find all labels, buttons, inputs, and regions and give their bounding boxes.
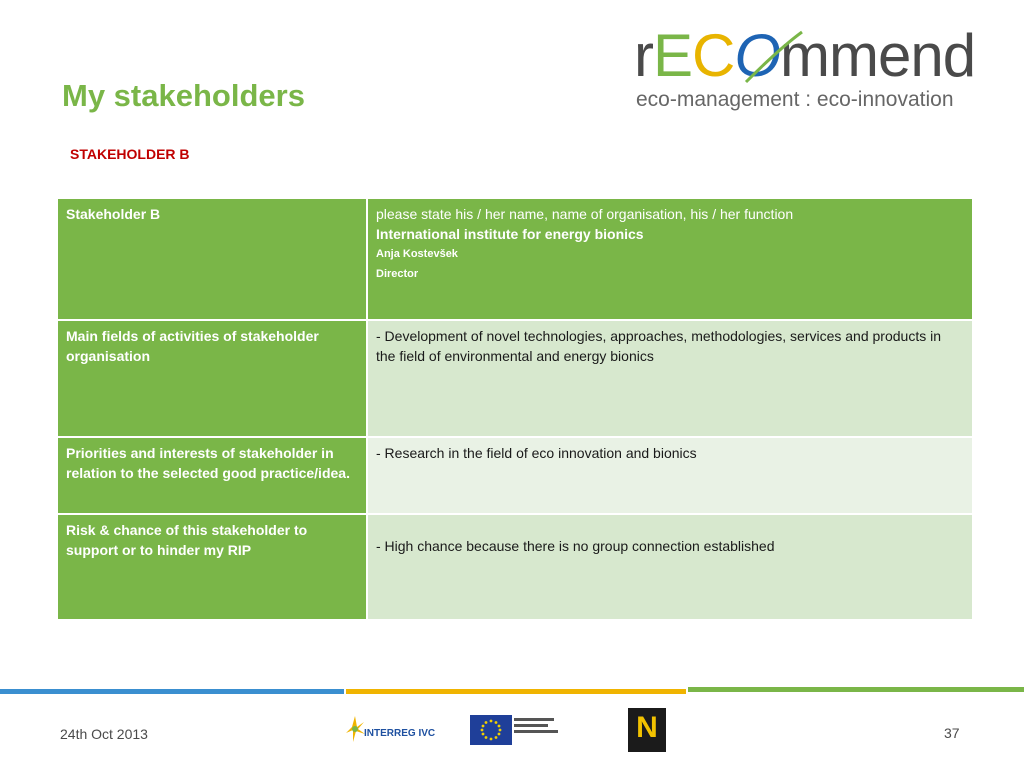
logo-tagline: eco-management : eco-innovation	[636, 88, 954, 111]
row-value-risk	[367, 514, 973, 620]
row-label-stakeholder: Stakeholder B	[57, 198, 367, 320]
logo-letter-o: O	[734, 22, 781, 89]
logo-letter-c: C	[692, 22, 735, 89]
table-row-stakeholder	[57, 198, 973, 320]
stakeholder-organisation: International institute for energy bionics	[376, 226, 644, 242]
row-value-priorities: - Research in the field of eco innovation and bionics	[367, 437, 973, 514]
stakeholder-function: Director	[376, 268, 419, 280]
row-label-priorities: Priorities and interests of stakeholder in relation to the selected good practice/idea.	[57, 437, 367, 514]
eu-stars-icon	[470, 715, 512, 745]
row-label-risk: Risk & chance of this stakeholder to support or to hinder my RIP	[57, 514, 367, 620]
interreg-label: INTERREG IVC	[364, 728, 436, 739]
slide-date: 24th Oct 2013	[60, 726, 148, 742]
logo-swoosh-icon	[740, 28, 806, 86]
stakeholder-details-cell	[367, 198, 973, 320]
footer-rule-blue	[0, 689, 344, 694]
interreg-star-icon	[344, 714, 366, 744]
row-label-activities: Main fields of activities of stakeholder organisation	[57, 320, 367, 437]
footer-rule-green	[688, 687, 1024, 692]
page-number: 37	[944, 725, 960, 741]
risk-text: - High chance because there is no group connection established	[376, 538, 775, 554]
eu-fund-text-graphic	[514, 718, 560, 738]
footer-rule-orange	[346, 689, 686, 694]
lower-austria-logo: N	[628, 708, 666, 752]
stakeholder-name: Anja Kostevšek	[376, 248, 458, 260]
stakeholder-table	[56, 197, 974, 621]
slide-title: My stakeholders	[62, 78, 305, 113]
interreg-logo	[344, 714, 434, 744]
slide-subtitle: STAKEHOLDER B	[70, 146, 190, 162]
row-value-activities: - Development of novel technologies, approaches, methodologies, services and products in the field of environmental and energy bionics	[367, 320, 973, 437]
recommend-logo	[632, 20, 978, 116]
stakeholder-instruction: please state his / her name, name of organisation, his / her function	[376, 206, 794, 222]
eu-flag-icon	[470, 715, 512, 745]
logo-letter-e: E	[652, 22, 693, 89]
table-row-risk	[57, 514, 973, 620]
table-row-priorities	[57, 437, 973, 514]
table-row-activities	[57, 320, 973, 437]
footer-logos	[344, 706, 674, 758]
logo-letter-r: r	[634, 22, 653, 89]
logo-letters-rest: mmend	[780, 22, 976, 89]
